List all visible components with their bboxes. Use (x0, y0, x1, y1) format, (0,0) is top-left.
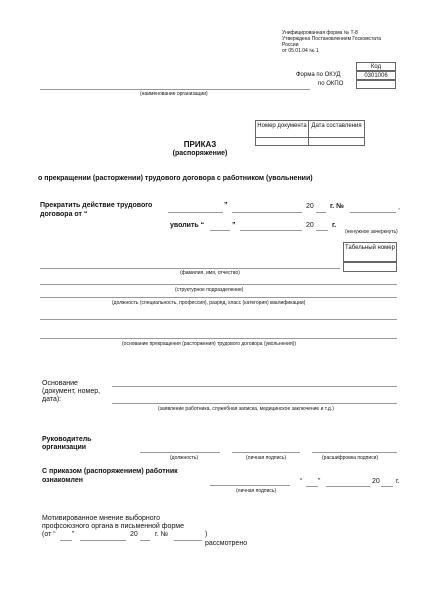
union-year-line (140, 540, 150, 541)
doc-table-row-divider (256, 137, 364, 138)
fio-caption: (фамилия, имя, отчество) (180, 270, 240, 276)
contract-date-line (168, 212, 223, 213)
dismiss-day-line (210, 230, 230, 231)
head-label-line: Руководитель (42, 436, 92, 443)
fio-line (40, 268, 340, 269)
union-number-line (174, 540, 202, 541)
form-info-line: Утверждена Постановлением Госкомстата (282, 36, 381, 42)
order-subject: о прекращении (расторжении) трудового договора с работником (увольнении) (38, 175, 313, 182)
contract-number-line (350, 212, 396, 213)
dismiss-month-line (240, 230, 302, 231)
contract-year-suffix: г. № (330, 203, 344, 210)
strike-note: (ненужное зачеркнуть) (345, 229, 398, 235)
okpo-label: по ОКПО (318, 81, 344, 87)
acquainted-day-line (306, 486, 318, 487)
reason-line-1 (40, 319, 397, 320)
basis-label (42, 380, 100, 404)
doc-number-header: Номер документа (257, 123, 307, 129)
basis-label-line: Основание (42, 380, 78, 387)
contract-comma: , (398, 204, 400, 211)
contract-month-line (232, 212, 302, 213)
union-reviewed: рассмотрено (205, 540, 248, 547)
union-num-label: г. № (155, 531, 169, 538)
basis-label-line: (документ, номер, (42, 388, 101, 395)
form-info (282, 30, 381, 54)
union-year: 20 (130, 531, 138, 538)
form-info-line: России (282, 42, 299, 48)
basis-line-2 (112, 403, 397, 404)
reason-line-2 (40, 338, 397, 339)
union-label-line: Мотивированное мнение выборного (42, 515, 160, 522)
dismiss-label: уволить “ (170, 222, 205, 229)
acquainted-signature-line (210, 485, 290, 486)
acquainted-signature-caption: (личная подпись) (236, 488, 277, 494)
head-position-caption: (должность) (170, 455, 199, 461)
org-name-caption: (наименование организации) (140, 91, 208, 97)
basis-line-1 (112, 386, 397, 387)
org-name-line (40, 89, 310, 90)
union-paren-close: ) (205, 531, 208, 538)
dept-caption: (структурное подразделение) (175, 287, 244, 293)
page-subtitle: (распоряжение) (172, 150, 228, 157)
contract-quote-close: ” (224, 202, 228, 209)
union-quote-close: ” (72, 531, 75, 538)
contract-year-line (316, 212, 326, 213)
union-day-line (60, 540, 72, 541)
terminate-label-1: Прекратить действие трудового (40, 202, 153, 209)
tabel-value-box (343, 262, 397, 272)
reason-caption: (основание прекращения (расторжения) трудового договора (увольнения)) (122, 341, 296, 347)
head-signature-line (232, 452, 300, 453)
head-decoding-line (312, 452, 397, 453)
position-line (40, 297, 397, 298)
position-caption: (должность (специальность, профессия), разряд, класс (категория) квалификации) (112, 300, 306, 306)
form-info-line: от 05.01.04 № 1 (282, 48, 319, 54)
basis-caption: (заявление работника, служебная записка, медицинское заключение и т.д.) (158, 406, 334, 412)
code-box-header: Код (356, 62, 396, 71)
dismiss-year-prefix: 20 (306, 222, 314, 229)
acquainted-year-line (381, 486, 393, 487)
okud-label: Форма по ОКУД (296, 72, 341, 78)
acquainted-quote-open: “ (300, 478, 303, 485)
page-title: ПРИКАЗ (183, 140, 217, 149)
union-label (42, 515, 184, 531)
dismiss-year-line (316, 230, 328, 231)
dept-line (40, 284, 397, 285)
terminate-label-2: договора от “ (40, 211, 88, 218)
okud-value-box: 0301006 (356, 71, 396, 80)
contract-year-prefix: 20 (306, 203, 314, 210)
okpo-value-box (356, 80, 396, 89)
dismiss-quote: ” (232, 222, 236, 229)
tabel-label: Табельный номер (345, 245, 395, 251)
head-decoding-caption: (расшифровка подписи) (322, 455, 379, 461)
acquainted-label-1: С приказом (распоряжением) работник (42, 468, 178, 475)
acquainted-year-suffix: г. (396, 478, 400, 485)
head-label (42, 436, 91, 452)
union-label-line: профсоюзного органа в письменной форме (42, 523, 184, 530)
tabel-box (343, 242, 397, 262)
form-info-line: Унифицированная форма № Т-8 (282, 30, 358, 36)
acquainted-label-2: ознакомлен (42, 477, 84, 484)
acquainted-month-line (326, 486, 370, 487)
acquainted-year: 20 (372, 478, 380, 485)
dismiss-year-suffix: г. (332, 222, 337, 229)
head-label-line: организации (42, 444, 87, 451)
union-from: (от “ (42, 531, 56, 538)
doc-date-header: Дата составления (311, 123, 362, 129)
acquainted-quote-close: ” (318, 478, 321, 485)
head-position-line (140, 452, 220, 453)
union-month-line (80, 540, 126, 541)
head-signature-caption: (личная подпись) (246, 455, 287, 461)
doc-table (255, 120, 365, 146)
basis-label-line: дата): (42, 396, 62, 403)
